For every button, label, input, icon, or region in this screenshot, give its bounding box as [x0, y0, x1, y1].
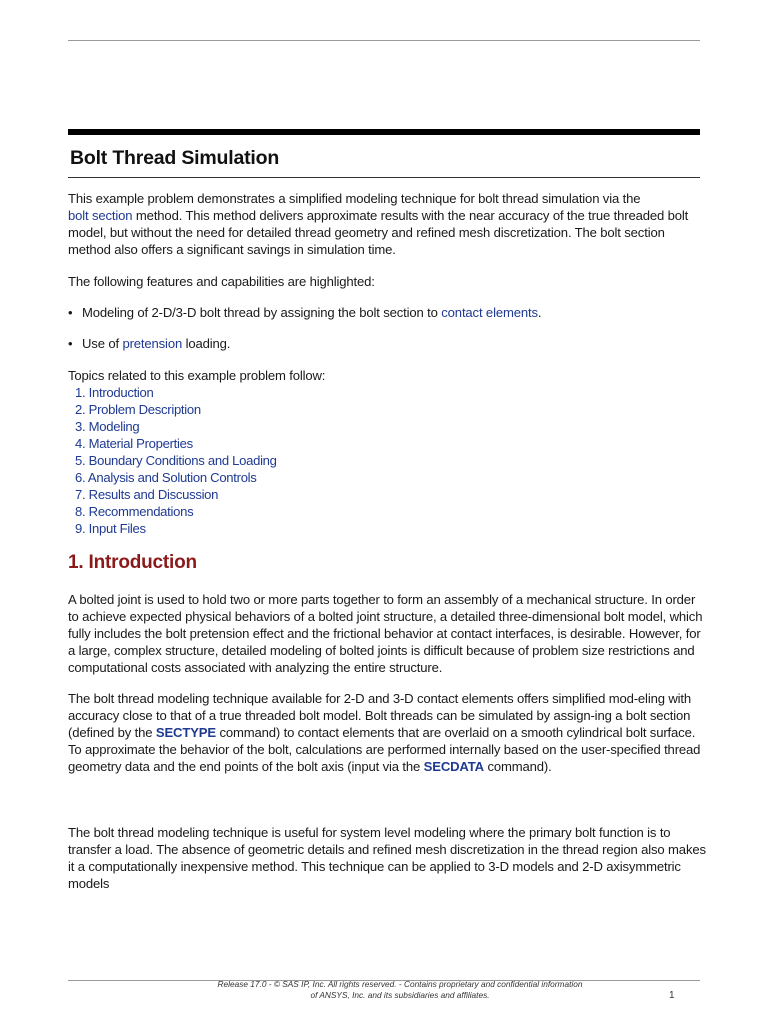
introduction-paragraph-2: [68, 690, 708, 775]
title-underline: [68, 177, 700, 178]
intro-text-start: This example problem demonstrates a simplified modeling technique for bolt thread simulation via the: [68, 191, 641, 206]
paragraph-text: command).: [483, 759, 552, 774]
introduction-paragraph-3: The bolt thread modeling technique is useful for system level modeling where the primary bolt function is to transfer a load. The absence of geometric details and refined mesh discretization in the thread region also makes it a computationally inexpensive method. This technique can be applied to 3-D models and 2-D axisymmetric models: [68, 825, 706, 891]
intro-paragraph: [68, 190, 708, 258]
page-number: 1: [669, 990, 675, 1001]
features-intro: The following features and capabilities are highlighted:: [68, 274, 375, 289]
toc-link-recommendations[interactable]: 8. Recommendations: [75, 504, 194, 519]
toc-link-problem-description[interactable]: 2. Problem Description: [75, 402, 201, 417]
footer-line-1: Release 17.0 - © SAS IP, Inc. All rights reserved. - Contains proprietary and confidential information: [217, 979, 583, 989]
feature-bullet: [68, 304, 541, 321]
topics-intro: Topics related to this example problem follow:: [68, 368, 326, 383]
top-divider: [68, 40, 700, 41]
topics-list: [75, 384, 277, 537]
secdata-command-link[interactable]: SECDATA: [423, 759, 484, 774]
bolt-section-link[interactable]: bolt section: [68, 208, 133, 223]
bullet-glyph: •: [68, 336, 73, 351]
contact-elements-link[interactable]: contact elements: [441, 305, 538, 320]
toc-link-results-discussion[interactable]: 7. Results and Discussion: [75, 487, 219, 502]
toc-link-boundary-conditions[interactable]: 5. Boundary Conditions and Loading: [75, 453, 277, 468]
bullet-text: Modeling of 2-D/3-D bolt thread by assigning the bolt section to: [82, 305, 442, 320]
sectype-command-link[interactable]: SECTYPE: [155, 725, 216, 740]
intro-text-end: method. This method delivers approximate results with the near accuracy of the true threaded bolt model, but without the need for detailed thread geometry and refined mesh discretization. The bolt section method also offers a significant savings in simulation time.: [68, 208, 689, 257]
section-heading-introduction: 1. Introduction: [68, 552, 197, 573]
toc-link-introduction[interactable]: 1. Introduction: [75, 385, 154, 400]
toc-link-analysis-solution-controls[interactable]: 6. Analysis and Solution Controls: [75, 470, 257, 485]
toc-link-input-files[interactable]: 9. Input Files: [75, 521, 146, 536]
feature-bullet: [68, 335, 230, 352]
bullet-text: Use of: [82, 336, 123, 351]
pretension-link[interactable]: pretension: [122, 336, 183, 351]
chapter-divider: [68, 129, 700, 135]
introduction-paragraph-1: A bolted joint is used to hold two or more parts together to form an assembly of a mechanical structure. In order to achieve expected physical behaviors of a bolted joint structure, a detailed three-dimensional bolt model, which fully includes the bolt pretension effect and the frictional behavior at contact interfaces, is desirable. However, for a large, complex structure, detailed modeling of bolted joints is difficult because of problem size restrictions and computational costs associated with analyzing the entire structure.: [68, 592, 703, 675]
footer-line-2: of ANSYS, Inc. and its subsidiaries and affiliates.: [310, 990, 490, 1000]
toc-link-modeling[interactable]: 3. Modeling: [75, 419, 140, 434]
paragraph-text: command) to contact elements that are overlaid on a smooth cylindrical bolt surface. To approximate the behavior of the bolt, calculations are performed internally based on the user-specified thread geometry data and the end points of the bolt axis (input via the: [68, 725, 701, 774]
bullet-glyph: •: [68, 305, 73, 320]
bullet-text-end: .: [537, 305, 542, 320]
bullet-text-end: loading.: [182, 336, 231, 351]
page-title: Bolt Thread Simulation: [70, 147, 280, 169]
paragraph-text: The bolt thread modeling technique available for 2-D and 3-D contact elements offers simplified mod-eling with accuracy close to that of a true threaded bolt model. Bolt threads can be simulated by assign-ing a bolt section (defined by the: [68, 691, 692, 740]
footer-legal: [150, 979, 650, 1001]
toc-link-material-properties[interactable]: 4. Material Properties: [75, 436, 193, 451]
